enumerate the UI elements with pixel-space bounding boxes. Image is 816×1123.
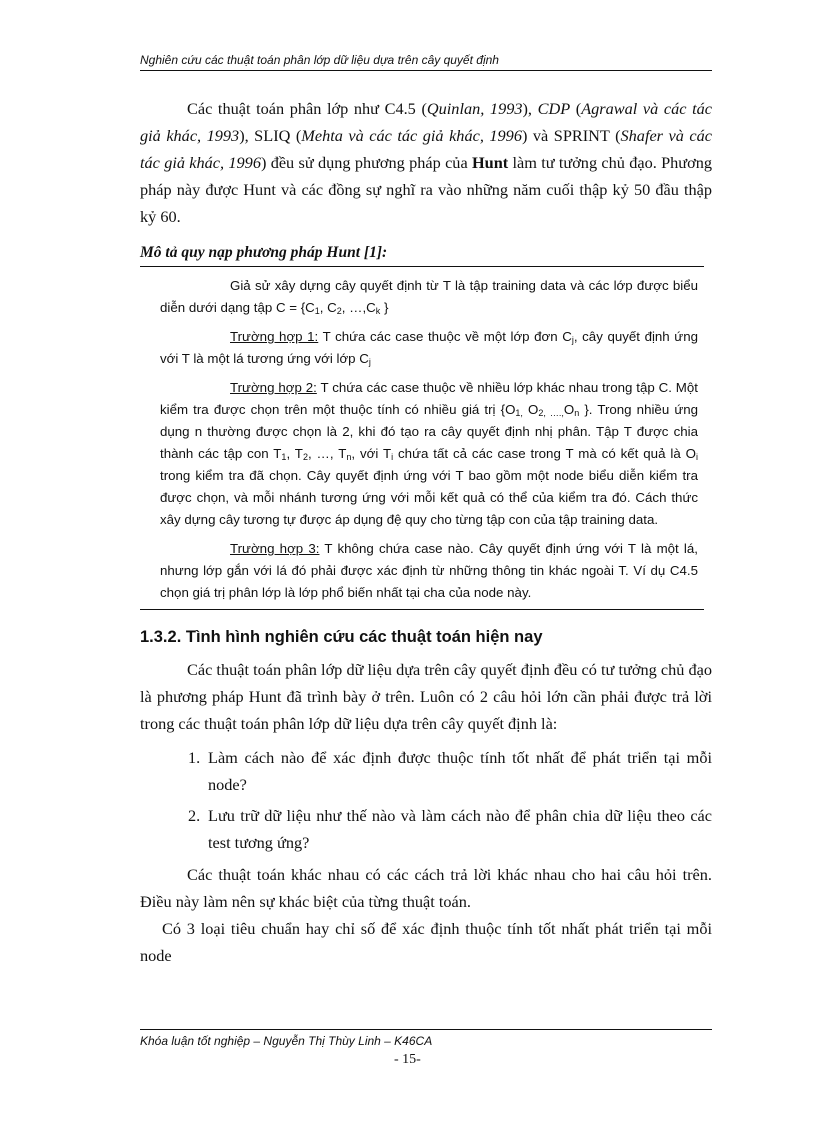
hunt-box-top-rule — [140, 266, 704, 267]
list-item-2-text: Lưu trữ dữ liệu như thế nào và làm cách nào để phân chia dữ liệu theo các test tương ứng? — [208, 806, 712, 852]
hunt-box-content — [160, 275, 698, 604]
page-number: - 15- — [394, 1052, 421, 1067]
hunt-case-2: Trường hợp 2: T chứa các case thuộc về nhiều lớp khác nhau trong tập C. Một kiểm tra được chọn trên một thuộc tính có nhiều giá trị {$O_{1,}$ $O_{2, \dots.,}O_n$ }. Trong nhiều ứng dụng n thường được chọn là 2, khi đó tạo ra cây quyết định nhị phân. Tập T được chia thành các tập con $T_1$, $T_2$, …, $T_n$, với $T_i$ chứa tất cả các case trong T mà có kết quả là $O_i$ trong kiểm tra đã chọn. Cây quyết định ứng với T bao gồm một node biểu diễn kiểm tra được chọn, và mỗi nhánh tương ứng với mỗi kết quả có thể của kiểm tra đó. Cách thức xây dựng cây tương tự được áp dụng đệ quy cho từng tập con của tập training data. — [160, 380, 699, 527]
header-rule — [140, 70, 712, 71]
running-header: Nghiên cứu các thuật toán phân lớp dữ liệu dựa trên cây quyết định — [140, 53, 499, 67]
list-item-1-number: 1. — [188, 748, 201, 767]
hunt-case-3: Trường hợp 3: T không chứa case nào. Cây quyết định ứng với T là một lá, nhưng lớp gắn với lá đó phải được xác định từ những thông tin khác ngoài T. Ví dụ C4.5 chọn giá trị phân lớp là lớp phổ biến nhất tại cha của node này. — [160, 541, 698, 600]
section-paragraph-3: Có 3 loại tiêu chuẩn hay chỉ số để xác định thuộc tính tốt nhất phát triển tại mỗi node — [140, 919, 712, 965]
footer-rule — [140, 1029, 712, 1030]
hunt-box-bottom-rule — [140, 609, 704, 610]
section-paragraph-2: Các thuật toán khác nhau có các cách trả lời khác nhau cho hai câu hỏi trên. Điều này làm nên sự khác biệt của từng thuật toán. — [140, 865, 712, 911]
hunt-box-intro: Giả sử xây dựng cây quyết định từ T là tập training data và các lớp được biểu diễn dưới dạng tập $C = \{C_1$, $C_2$, $\dots,C_k$ } — [160, 278, 698, 316]
list-item-2-number: 2. — [188, 806, 201, 825]
hunt-box-title: Mô tả quy nạp phương pháp Hunt [1]: — [140, 244, 388, 261]
hunt-case-1: Trường hợp 1: T chứa các case thuộc về một lớp đơn $C_j$, cây quyết định ứng với T là một lá tương ứng với lớp $C_j$ — [160, 329, 698, 367]
footer-text: Khóa luận tốt nghiệp – Nguyễn Thị Thùy Linh – K46CA — [140, 1034, 433, 1048]
list-item-1-text: Làm cách nào để xác định được thuộc tính tốt nhất để phát triển tại mỗi node? — [208, 748, 712, 794]
section-paragraph-1: Các thuật toán phân lớp dữ liệu dựa trên cây quyết định đều có tư tưởng chủ đạo là phương pháp Hunt đã trình bày ở trên. Luôn có 2 câu hỏi lớn cần phải được trả lời trong các thuật toán phân lớp dữ liệu dựa trên cây quyết định là: — [140, 660, 712, 733]
section-heading: 1.3.2. Tình hình nghiên cứu các thuật toán hiện nay — [140, 628, 543, 646]
intro-paragraph: Các thuật toán phân lớp như C4.5 (Quinlan, 1993), CDP (Agrawal và các tác giả khác, 1993), SLIQ (Mehta và các tác giả khác, 1996) và SPRINT (Shafer và các tác giả khác, 1996) đều sử dụng phương pháp của Hunt làm tư tưởng chủ đạo. Phương pháp này được Hunt và các đồng sự nghĩ ra vào những năm cuối thập kỷ 50 đầu thập kỷ 60. — [140, 99, 713, 226]
